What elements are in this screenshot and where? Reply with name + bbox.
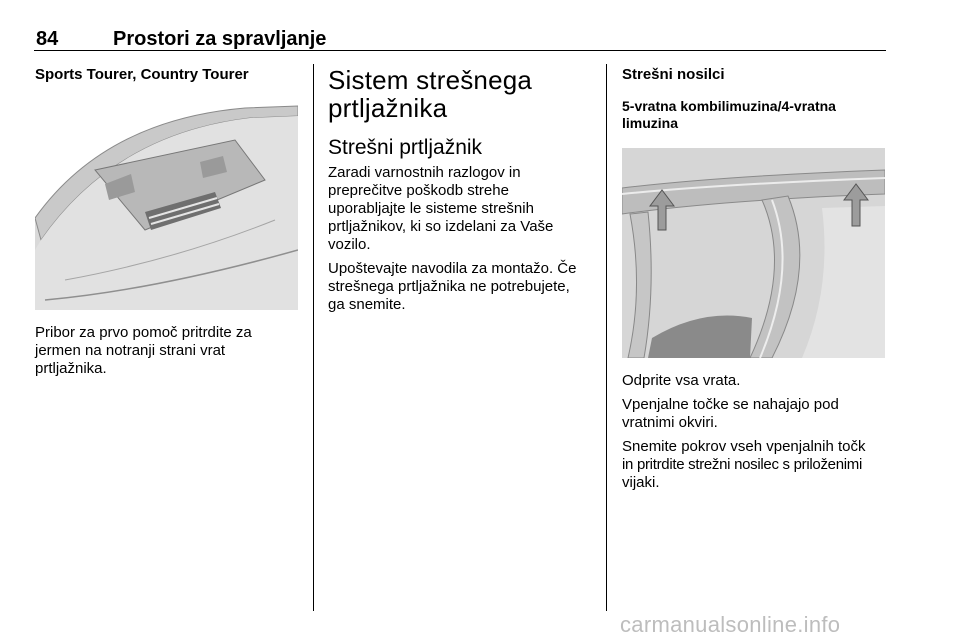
tailgate-illustration xyxy=(35,100,298,310)
text-line: vratnimi okviri. xyxy=(622,414,718,431)
step-open-doors: Odprite vsa vrata. xyxy=(622,372,741,389)
section-heading-line: Sistem strešnega xyxy=(328,65,533,95)
paragraph-remove-covers xyxy=(622,438,886,492)
caption-line: Pribor za prvo pomoč pritrdite za xyxy=(35,324,252,341)
text-line: prtljažnikov, ki so izdelani za Vaše xyxy=(328,218,554,235)
text-line: strešnega prtljažnika ne potrebujete, xyxy=(328,278,570,295)
watermark: carmanualsonline.info xyxy=(620,612,841,637)
roof-rail-illustration xyxy=(622,148,885,358)
section-heading-line: prtljažnika xyxy=(328,93,448,123)
text-line: ga snemite. xyxy=(328,296,406,313)
text-line: Vpenjalne točke se nahajajo pod xyxy=(622,396,839,413)
left-caption xyxy=(35,324,300,378)
text-line: preprečitve poškodb strehe xyxy=(328,182,509,199)
section-title: Prostori za spravljanje xyxy=(113,28,327,50)
left-column xyxy=(35,64,300,378)
page-number: 84 xyxy=(36,28,59,50)
roof-rail-drawing xyxy=(622,148,885,358)
paragraph-safety xyxy=(328,164,593,254)
left-heading: Sports Tourer, Country Tourer xyxy=(35,66,249,83)
text-line: Zaradi varnostnih razlogov in xyxy=(328,164,521,181)
right-subheading xyxy=(622,98,886,132)
caption-line: prtljažnika. xyxy=(35,360,107,377)
text-line: vijaki. xyxy=(622,474,660,491)
text-line: vozilo. xyxy=(328,236,371,253)
paragraph-mount-points xyxy=(622,396,886,432)
right-column xyxy=(622,64,886,492)
text-line: Snemite pokrov vseh vpenjalnih točk xyxy=(622,438,866,455)
right-heading: Strešni nosilci xyxy=(622,66,725,83)
subheading-line: 5-vratna kombilimuzina/4-vratna xyxy=(622,98,836,114)
subsection-heading: Strešni prtljažnik xyxy=(328,136,483,159)
text-line: Upoštevajte navodila za montažo. Če xyxy=(328,260,577,277)
column-divider-right xyxy=(606,64,607,611)
text-line: in pritrdite strežni nosilec s priloženimi xyxy=(622,456,862,473)
header-divider xyxy=(34,50,886,51)
caption-line: jermen na notranji strani vrat xyxy=(35,342,226,359)
page-header xyxy=(34,28,886,52)
text-line: uporabljajte le sisteme strešnih xyxy=(328,200,534,217)
middle-column xyxy=(328,64,593,314)
column-divider-left xyxy=(313,64,314,611)
tailgate-drawing xyxy=(35,100,298,310)
paragraph-instructions xyxy=(328,260,593,314)
subheading-line: limuzina xyxy=(622,115,679,131)
